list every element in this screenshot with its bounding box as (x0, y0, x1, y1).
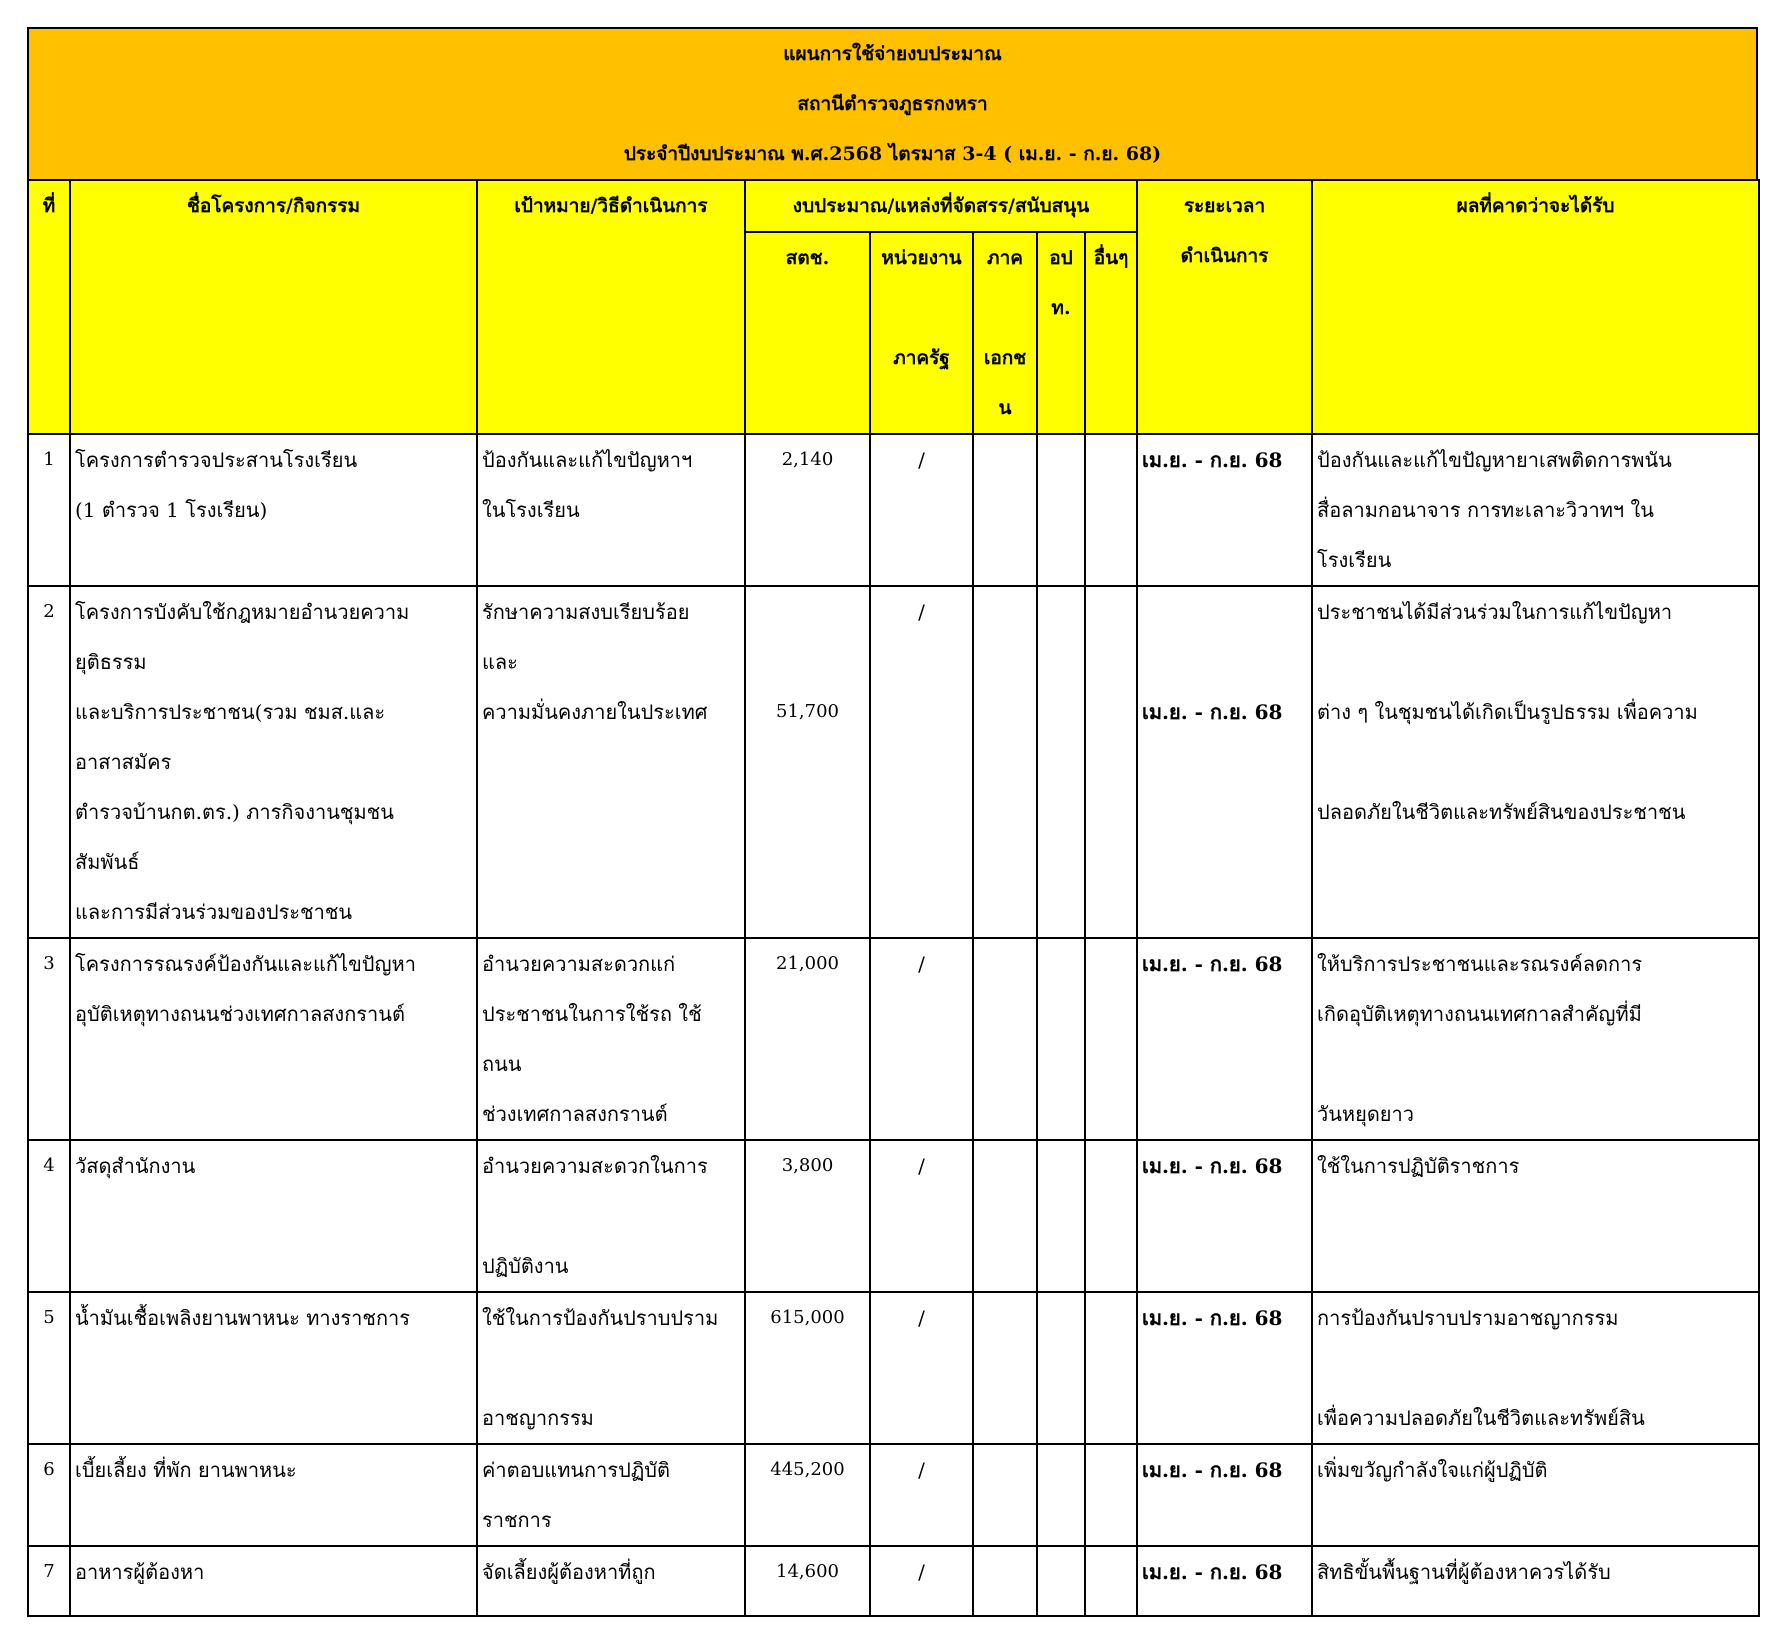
row-gov-mark: / (870, 1140, 973, 1292)
row-police-budget: 3,800 (745, 1140, 870, 1292)
row-private (973, 434, 1037, 586)
row-other (1085, 434, 1137, 586)
table-row (28, 1292, 1759, 1444)
table-row (28, 1444, 1759, 1546)
row-project: โครงการตำรวจประสานโรงเรียน (1 ตำรวจ 1 โรงเรียน) (70, 434, 477, 586)
row-no: 3 (28, 938, 70, 1140)
row-police-budget: 2,140 (745, 434, 870, 586)
row-period: เม.ย. - ก.ย. 68 (1137, 938, 1312, 1140)
row-period: เม.ย. - ก.ย. 68 (1137, 434, 1312, 586)
row-other (1085, 938, 1137, 1140)
row-private (973, 586, 1037, 938)
row-other (1085, 1292, 1137, 1444)
row-result: ป้องกันและแก้ไขปัญหายาเสพติดการพนัน สื่อลามกอนาจาร การทะเลาะวิวาทฯ ใน โรงเรียน (1312, 434, 1759, 586)
table-row (28, 434, 1759, 586)
row-target: อำนวยความสะดวกในการ ปฏิบัติงาน (477, 1140, 745, 1292)
row-private (973, 1292, 1037, 1444)
row-project: โครงการรณรงค์ป้องกันและแก้ไขปัญหา อุบัติเหตุทางถนนช่วงเทศกาลสงกรานต์ (70, 938, 477, 1140)
row-local (1037, 1140, 1085, 1292)
row-target: อำนวยความสะดวกแก่ ประชาชนในการใช้รถ ใช้ ถนน ช่วงเทศกาลสงกรานต์ (477, 938, 745, 1140)
row-police-budget: 14,600 (745, 1546, 870, 1616)
row-result: ใช้ในการปฏิบัติราชการ (1312, 1140, 1759, 1292)
fiscal-period: ประจำปีงบประมาณ พ.ศ.2568 ไตรมาส 3-4 ( เม.ย. - ก.ย. 68) (623, 143, 1162, 165)
row-private (973, 1444, 1037, 1546)
row-no: 4 (28, 1140, 70, 1292)
row-gov-mark: / (870, 1546, 973, 1616)
row-local (1037, 434, 1085, 586)
row-period: เม.ย. - ก.ย. 68 (1137, 1444, 1312, 1546)
col-header-gov: หน่วยงาน ภาครัฐ (870, 232, 973, 434)
row-project: เบี้ยเลี้ยง ที่พัก ยานพาหนะ (70, 1444, 477, 1546)
row-no: 2 (28, 586, 70, 938)
row-result: เพิ่มขวัญกำลังใจแก่ผู้ปฏิบัติ (1312, 1444, 1759, 1546)
row-project: อาหารผู้ต้องหา (70, 1546, 477, 1616)
row-period: เม.ย. - ก.ย. 68 (1137, 1546, 1312, 1616)
row-target: รักษาความสงบเรียบร้อย และ ความมั่นคงภายในประเทศ (477, 586, 745, 938)
row-result: สิทธิขั้นพื้นฐานที่ผู้ต้องหาควรได้รับ (1312, 1546, 1759, 1616)
row-gov-mark: / (870, 1292, 973, 1444)
col-header-period: ระยะเวลา ดำเนินการ (1137, 180, 1312, 434)
row-local (1037, 1546, 1085, 1616)
row-project: น้ำมันเชื้อเพลิงยานพาหนะ ทางราชการ (70, 1292, 477, 1444)
row-target: จัดเลี้ยงผู้ต้องหาที่ถูก (477, 1546, 745, 1616)
table-row (28, 1546, 1759, 1616)
row-local (1037, 1292, 1085, 1444)
row-gov-mark: / (870, 1444, 973, 1546)
budget-plan-document (27, 27, 1758, 1617)
row-police-budget: 51,700 (745, 586, 870, 938)
row-gov-mark: / (870, 938, 973, 1140)
row-other (1085, 1546, 1137, 1616)
col-header-other: อื่นๆ (1085, 232, 1137, 434)
table-row (28, 938, 1759, 1140)
row-project: โครงการบังคับใช้กฎหมายอำนวยความ ยุติธรรม และบริการประชาชน(รวม ชมส.และ อาสาสมัคร ตำรวจบ้านกต.ตร.) ภารกิจงานชุมชน สัมพันธ์ และการมีส่วนร่วมของประชาชน (70, 586, 477, 938)
col-header-result: ผลที่คาดว่าจะได้รับ (1312, 180, 1759, 434)
row-project: วัสดุสำนักงาน (70, 1140, 477, 1292)
row-police-budget: 21,000 (745, 938, 870, 1140)
budget-table (27, 179, 1760, 1617)
row-period: เม.ย. - ก.ย. 68 (1137, 586, 1312, 938)
row-target: ใช้ในการป้องกันปราบปราม อาชญากรรม (477, 1292, 745, 1444)
row-local (1037, 586, 1085, 938)
row-other (1085, 1444, 1137, 1546)
col-header-local: อป ท. (1037, 232, 1085, 434)
col-header-target: เป้าหมาย/วิธีดำเนินการ (477, 180, 745, 434)
row-period: เม.ย. - ก.ย. 68 (1137, 1292, 1312, 1444)
table-row (28, 1140, 1759, 1292)
row-result: ให้บริการประชาชนและรณรงค์ลดการ เกิดอุบัติเหตุทางถนนเทศกาลสำคัญที่มี วันหยุดยาว (1312, 938, 1759, 1140)
col-header-project: ชื่อโครงการ/กิจกรรม (70, 180, 477, 434)
col-header-budget-group: งบประมาณ/แหล่งที่จัดสรร/สนับสนุน (745, 180, 1137, 232)
row-local (1037, 938, 1085, 1140)
row-result: การป้องกันปราบปรามอาชญากรรม เพื่อความปลอดภัยในชีวิตและทรัพย์สิน (1312, 1292, 1759, 1444)
row-no: 5 (28, 1292, 70, 1444)
station-name: สถานีตำรวจภูธรกงหรา (797, 93, 988, 115)
row-other (1085, 586, 1137, 938)
row-no: 6 (28, 1444, 70, 1546)
table-row (28, 586, 1759, 938)
row-result: ประชาชนได้มีส่วนร่วมในการแก้ไขปัญหา ต่าง ๆ ในชุมชนได้เกิดเป็นรูปธรรม เพื่อความ ปลอดภัยในชีวิตและทรัพย์สินของประชาชน (1312, 586, 1759, 938)
row-period: เม.ย. - ก.ย. 68 (1137, 1140, 1312, 1292)
row-police-budget: 445,200 (745, 1444, 870, 1546)
title-banner (27, 27, 1758, 179)
row-private (973, 938, 1037, 1140)
row-private (973, 1140, 1037, 1292)
row-other (1085, 1140, 1137, 1292)
row-no: 7 (28, 1546, 70, 1616)
row-target: ป้องกันและแก้ไขปัญหาฯ ในโรงเรียน (477, 434, 745, 586)
row-target: ค่าตอบแทนการปฏิบัติ ราชการ (477, 1444, 745, 1546)
col-header-no: ที่ (28, 180, 70, 434)
row-local (1037, 1444, 1085, 1546)
row-police-budget: 615,000 (745, 1292, 870, 1444)
row-private (973, 1546, 1037, 1616)
row-no: 1 (28, 434, 70, 586)
col-header-private: ภาค เอกช น (973, 232, 1037, 434)
document-title: แผนการใช้จ่ายงบประมาณ (783, 43, 1002, 65)
col-header-police: สตช. (745, 232, 870, 434)
row-gov-mark: / (870, 434, 973, 586)
row-gov-mark: / (870, 586, 973, 938)
